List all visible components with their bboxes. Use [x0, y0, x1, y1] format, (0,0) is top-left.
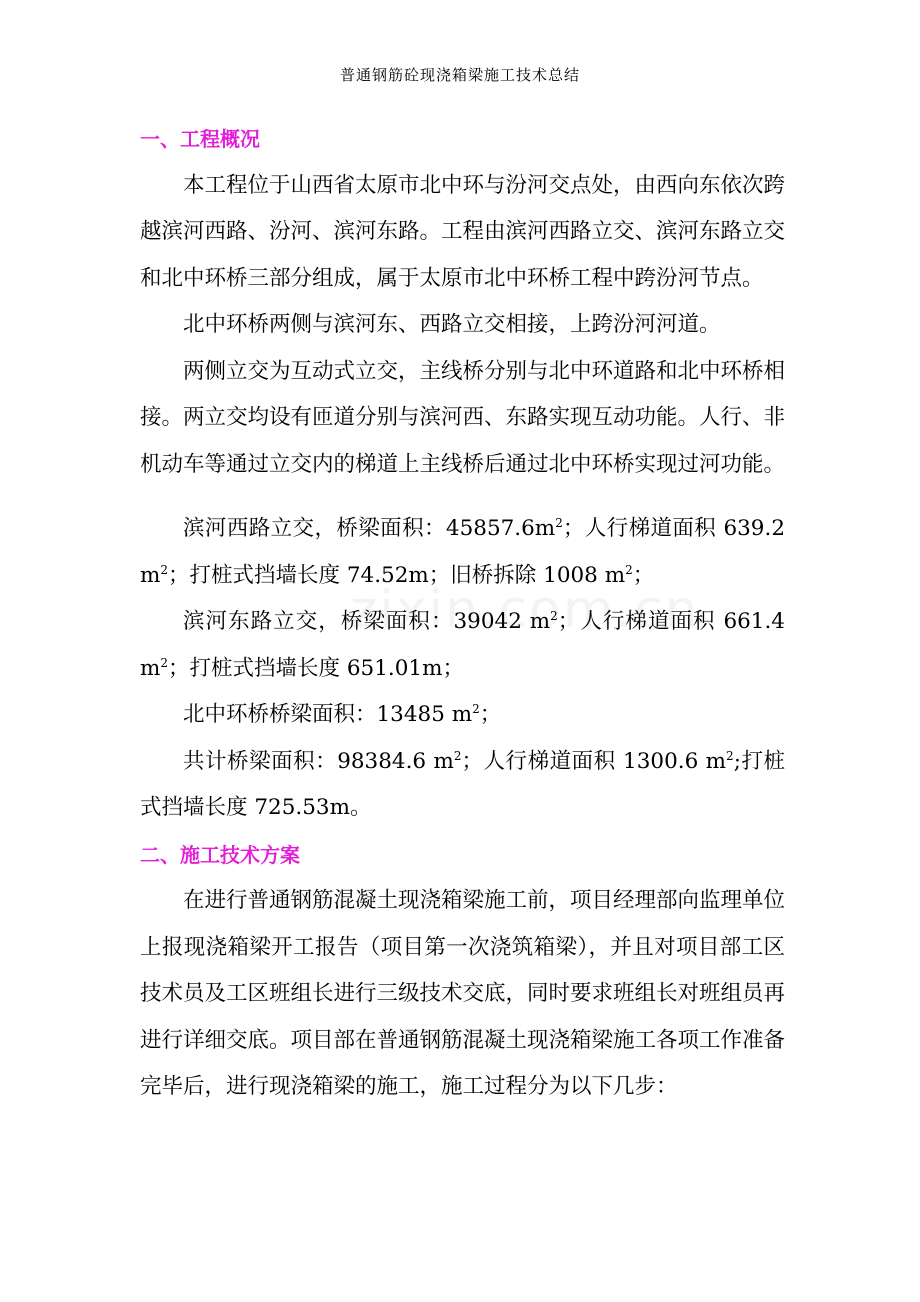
section-heading-overview: 一、工程概况 [140, 127, 260, 151]
paragraph-construction-process: 在进行普通钢筋混凝土现浇箱梁施工前，项目经理部向监理单位上报现浇箱梁开工报告（项目第一次浇筑箱梁），并且对项目部工区技术员及工区班组长进行三级技术交底，同时要求班组长对班组员再进行详细交底。项目部在普通钢筋混凝土现浇箱梁施工各项工作准备完毕后，进行现浇箱梁的施工，施工过程分为以下几步： [140, 888, 786, 1099]
paragraph-total-stats: 共计桥梁面积：98384.6 $m^2$；人行梯道面积 1300.6 $m^2$;打桩式挡墙长度 725.53m。 [140, 748, 785, 820]
document-body [140, 116, 785, 1111]
paragraph-north-bridge-stats: 北中环桥桥梁面积：13485 $m^2$； [183, 701, 502, 727]
page-header-title: 普通钢筋砼现浇箱梁施工技术总结 [339, 66, 580, 84]
paragraph-location: 本工程位于山西省太原市北中环与汾河交点处，由西向东依次跨越滨河西路、汾河、滨河东路。工程由滨河西路立交、滨河东路立交和北中环桥三部分组成，属于太原市北中环桥工程中跨汾河节点。 [140, 172, 786, 291]
paragraph-west-interchange-stats: 滨河西路立交，桥梁面积：$45857.6m^2$；人行梯道面积 639.2 $m^2$；打桩式挡墙长度 74.52m；旧桥拆除 1008 $m^2$； [140, 515, 785, 588]
paragraph-bridge-connection: 北中环桥两侧与滨河东、西路立交相接，上跨汾河河道。 [183, 312, 721, 337]
paragraph-east-interchange-stats: 滨河东路立交，桥梁面积：39042 $m^2$；人行梯道面积 661.4 $m^2$；打桩式挡墙长度 651.01m； [140, 608, 785, 681]
paragraph-interchange: 两侧立交为互动式立交，主线桥分别与北中环道路和北中环桥相接。两立交均设有匝道分别与滨河西、东路实现互动功能。人行、非机动车等通过立交内的梯道上主线桥后通过北中环桥实现过河功能。 [140, 358, 786, 477]
section-heading-technical-plan: 二、施工技术方案 [140, 842, 300, 867]
